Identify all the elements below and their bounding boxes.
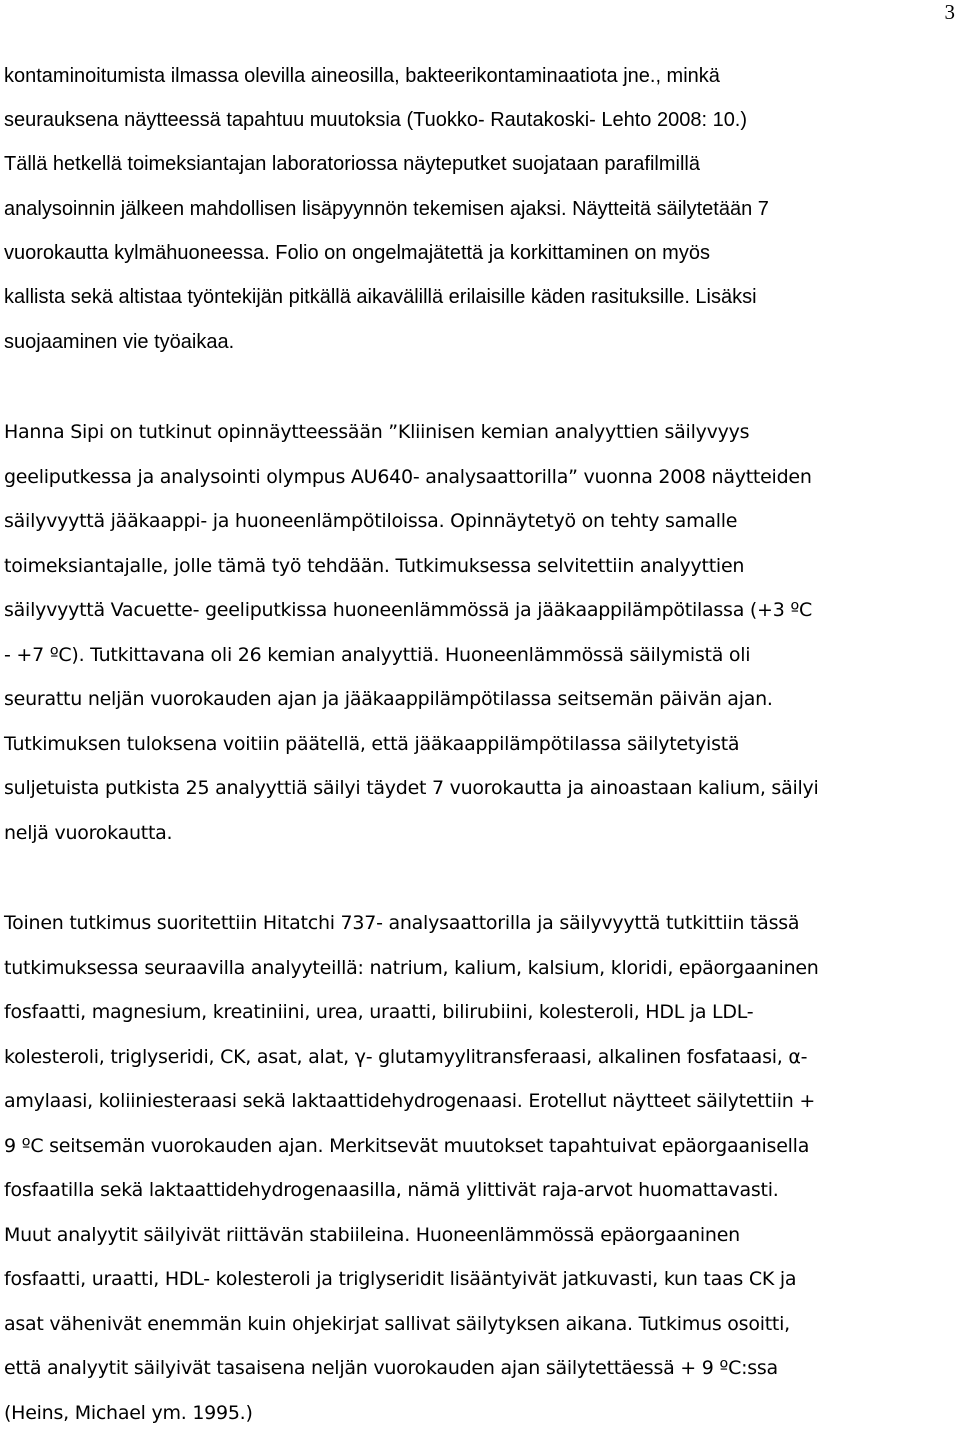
text-line: Tutkimuksen tuloksena voitiin päätellä, että jääkaappilämpötilassa säilytetyistä (4, 733, 740, 755)
text-line: kallista sekä altistaa työntekijän pitkällä aikavälillä erilaisille käden rasituksille. Lisäksi (4, 286, 757, 308)
text-line: suojaaminen vie työaikaa. (4, 331, 235, 353)
text-line: analysoinnin jälkeen mahdollisen lisäpyynnön tekemisen ajaksi. Näytteitä säilytetään 7 (4, 198, 769, 220)
text-line: 9 ºC seitsemän vuorokauden ajan. Merkitsevät muutokset tapahtuivat epäorgaanisella (4, 1135, 810, 1157)
text-line: Tällä hetkellä toimeksiantajan laboratoriossa näyteputket suojataan parafilmillä (4, 153, 700, 175)
text-line: seurattu neljän vuorokauden ajan ja jääkaappilämpötilassa seitsemän päivän ajan. (4, 688, 773, 710)
text-line: neljä vuorokautta. (4, 822, 173, 844)
text-line: fosfaatilla sekä laktaattidehydrogenaasilla, nämä ylittivät raja-arvot huomattavasti. (4, 1179, 779, 1201)
text-line: geeliputkessa ja analysointi olympus AU640- analysaattorilla” vuonna 2008 näytteiden (4, 466, 812, 488)
text-line: suljetuista putkista 25 analyyttiä säilyi täydet 7 vuorokautta ja ainoastaan kalium, säilyi (4, 777, 819, 799)
text-line: asat vähenivät enemmän kuin ohjekirjat sallivat säilytyksen aikana. Tutkimus osoitti, (4, 1313, 790, 1335)
text-line: Toinen tutkimus suoritettiin Hitatchi 737- analysaattorilla ja säilyvyyttä tutkittiin tässä (4, 912, 800, 934)
text-line: amylaasi, koliiniesteraasi sekä laktaattidehydrogenaasi. Erotellut näytteet säilytettiin + (4, 1090, 815, 1112)
text-line: fosfaatti, uraatti, HDL- kolesteroli ja triglyseridit lisääntyivät jatkuvasti, kun taas CK ja (4, 1268, 797, 1290)
text-line: tutkimuksessa seuraavilla analyyteillä: natrium, kalium, kalsium, kloridi, epäorgaaninen (4, 957, 819, 979)
text-line: säilyvyyttä Vacuette- geeliputkissa huoneenlämmössä ja jääkaappilämpötilassa (+3 ºC (4, 599, 813, 621)
text-line: fosfaatti, magnesium, kreatiniini, urea, uraatti, bilirubiini, kolesteroli, HDL ja LDL- (4, 1001, 754, 1023)
page-number: 3 (944, 0, 955, 24)
text-line: kontaminoitumista ilmassa olevilla aineosilla, bakteerikontaminaatiota jne., minkä (4, 65, 720, 87)
text-line: Hanna Sipi on tutkinut opinnäytteessään ”Kliinisen kemian analyyttien säilyvyys (4, 421, 750, 443)
text-line: että analyytit säilyivät tasaisena neljän vuorokauden ajan säilytettäessä + 9 ºC:ssa (4, 1357, 778, 1379)
text-line: (Heins, Michael ym. 1995.) (4, 1402, 253, 1424)
text-line: - +7 ºC). Tutkittavana oli 26 kemian analyyttiä. Huoneenlämmössä säilymistä oli (4, 644, 751, 666)
text-line: kolesteroli, triglyseridi, CK, asat, alat, γ- glutamyylitransferaasi, alkalinen fosfataasi, α- (4, 1046, 808, 1068)
text-line: säilyvyyttä jääkaappi- ja huoneenlämpötiloissa. Opinnäytetyö on tehty samalle (4, 510, 738, 532)
text-line: Muut analyytit säilyivät riittävän stabiileina. Huoneenlämmössä epäorgaaninen (4, 1224, 740, 1246)
text-line: toimeksiantajalle, jolle tämä työ tehdään. Tutkimuksessa selvitettiin analyyttien (4, 555, 745, 577)
text-line: vuorokautta kylmähuoneessa. Folio on ongelmajätettä ja korkittaminen on myös (4, 242, 710, 264)
text-line: seurauksena näytteessä tapahtuu muutoksia (Tuokko- Rautakoski- Lehto 2008: 10.) (4, 109, 748, 131)
